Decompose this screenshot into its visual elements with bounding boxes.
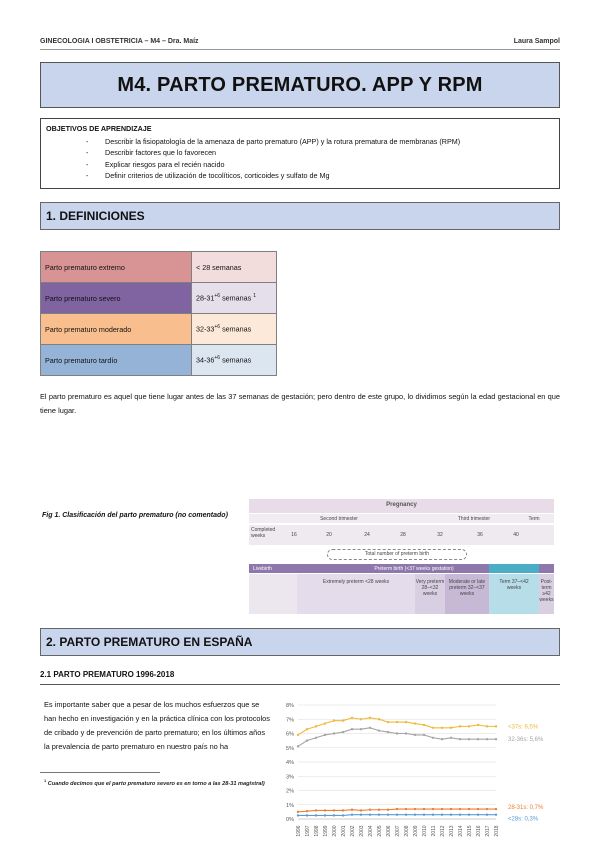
chart-point <box>351 809 353 811</box>
chart-point <box>378 718 380 720</box>
fig-term: Term <box>528 516 540 522</box>
table-row <box>41 252 277 283</box>
chart-y-tick-label: 3% <box>286 774 294 781</box>
fig-total-preterm: Total number of preterm birth <box>364 551 430 557</box>
section-spain-title: 2. PARTO PREMATURO EN ESPAÑA <box>46 635 253 649</box>
chart-point <box>333 814 335 816</box>
chart-x-tick-label: 2017 <box>485 825 491 837</box>
chart-point <box>306 728 308 730</box>
objectives-heading: OBJETIVOS DE APRENDIZAJE <box>46 124 152 133</box>
header-author: Laura Sampol <box>513 38 560 45</box>
chart-point <box>414 808 416 810</box>
chart-point <box>378 809 380 811</box>
subsection-divider <box>40 684 560 685</box>
chart-x-tick-label: 2014 <box>458 825 464 837</box>
objective-item: - Explicar riesgos para el recién nacido <box>86 159 554 170</box>
chart-point <box>477 724 479 726</box>
objectives-box <box>40 118 560 189</box>
chart-x-tick-label: 1997 <box>305 825 311 837</box>
chart-point <box>342 809 344 811</box>
chart-point <box>315 737 317 739</box>
fig-term-cell: Term 37–<42 weeks <box>499 579 529 591</box>
chart-series-label: <28s: 0,3% <box>508 816 539 823</box>
definition-value: $34-36^{+6}$ semanas <box>192 345 277 376</box>
chart-series-label: 32-36s: 5,6% <box>508 737 544 744</box>
chart-point <box>342 814 344 816</box>
chart-point <box>432 737 434 739</box>
fig-week: 16 <box>291 532 297 538</box>
chart-point <box>333 719 335 721</box>
chart-x-tick-label: 1996 <box>296 825 302 837</box>
chart-point <box>468 738 470 740</box>
chart-point <box>486 814 488 816</box>
objective-item: - Describir la fisiopatología de la amenaza de parto prematuro (APP) y la rotura prematura de membranas (RPM) <box>86 136 554 147</box>
chart-point <box>486 738 488 740</box>
chart-point <box>423 814 425 816</box>
chart-point <box>351 728 353 730</box>
footnote-ref: 1 <box>253 293 257 300</box>
chart-series-label: 28-31s: 0,7% <box>508 805 544 812</box>
footnote-text: Cuando decimos que el parto prematuro severo es en torno a las 28-31 magistral) <box>47 780 265 787</box>
chart-point <box>351 717 353 719</box>
definition-label: Parto prematuro severo <box>41 283 192 314</box>
chart-point <box>306 739 308 741</box>
chart-y-tick-label: 7% <box>286 717 294 724</box>
definition-value: $32-33^{+6}$ semanas <box>192 314 277 345</box>
header-divider <box>40 49 560 50</box>
table-row <box>41 314 277 345</box>
chart-point <box>468 725 470 727</box>
chart-point <box>315 814 317 816</box>
chart-point <box>432 727 434 729</box>
chart-x-tick-label: 2013 <box>449 825 455 837</box>
chart-point <box>477 808 479 810</box>
chart-point <box>432 814 434 816</box>
definitions-table <box>40 251 277 376</box>
chart-x-tick-label: 2004 <box>368 825 374 837</box>
chart-point <box>423 734 425 736</box>
fig-week: 20 <box>326 532 332 538</box>
fig-post-term: Post-term ≥42 weeks <box>539 579 554 603</box>
chart-point <box>387 721 389 723</box>
chart-point <box>297 811 299 813</box>
fig-very-preterm: Very preterm 28–<32 weeks <box>415 579 445 597</box>
chart-y-tick-label: 4% <box>286 760 294 766</box>
chart-y-tick-label: 2% <box>286 788 294 795</box>
chart-point <box>405 721 407 723</box>
objectives-list <box>46 136 554 182</box>
chart-point <box>360 728 362 730</box>
objective-item: - Describir factores que lo favorecen <box>86 147 554 158</box>
fig-extremely-preterm: Extremely preterm <28 weeks <box>322 579 390 585</box>
chart-point <box>414 814 416 816</box>
chart-point <box>495 738 497 740</box>
chart-point <box>315 725 317 727</box>
chart-point <box>441 814 443 816</box>
chart-x-tick-label: 2005 <box>377 825 383 837</box>
chart-point <box>297 745 299 747</box>
chart-point <box>369 809 371 811</box>
chart-point <box>297 814 299 816</box>
fig-week: 32 <box>437 532 443 538</box>
spain-paragraph: Es importante saber que a pesar de los muchos esfuerzos que se han hecho en investigación y en la práctica clínica con los protocolos de cribado y de prevención de parto prematuro; en los últimos años la prevalencia de parto prematuro en nuestro país no ha <box>44 700 270 752</box>
fig-week: 36 <box>477 532 483 538</box>
chart-point <box>495 808 497 810</box>
chart-point <box>414 722 416 724</box>
table-row <box>41 283 277 314</box>
chart-y-tick-label: 6% <box>286 731 294 738</box>
chart-point <box>342 719 344 721</box>
chart-y-tick-label: 5% <box>286 745 294 752</box>
chart-point <box>360 718 362 720</box>
fig-preterm-birth: Preterm birth (<37 weeks gestation) <box>374 566 454 572</box>
chart-point <box>396 721 398 723</box>
chart-point <box>468 814 470 816</box>
chart-point <box>405 814 407 816</box>
chart-point <box>477 738 479 740</box>
chart-point <box>324 809 326 811</box>
figure-caption: Fig 1. Clasificación del parto prematuro (no comentado) <box>42 512 228 519</box>
objective-item: - Definir criterios de utilización de tocolíticos, corticoides y sulfato de Mg <box>86 170 554 181</box>
chart-x-tick-label: 2016 <box>476 825 482 837</box>
chart-point <box>459 808 461 810</box>
definition-paragraph: El parto prematuro es aquel que tiene lugar antes de las 37 semanas de gestación; pero dentro de este grupo, lo dividimos según la edad gestacional en que tiene lugar. <box>40 392 560 415</box>
chart-x-tick-label: 2012 <box>440 825 446 837</box>
chart-point <box>468 808 470 810</box>
definition-label: Parto prematuro extremo <box>41 252 192 283</box>
chart-point <box>369 814 371 816</box>
chart-point <box>297 734 299 736</box>
chart-point <box>360 809 362 811</box>
chart-point <box>486 808 488 810</box>
chart-point <box>333 809 335 811</box>
chart-x-tick-label: 2000 <box>332 825 338 837</box>
chart-point <box>441 727 443 729</box>
chart-point <box>351 814 353 816</box>
fig-completed-weeks: Completed weeks <box>251 527 276 539</box>
chart-point <box>423 724 425 726</box>
header-course: GINECOLOGIA I OBSTETRICIA – M4 – Dra. Maíz <box>40 38 199 45</box>
chart-point <box>405 808 407 810</box>
chart-point <box>450 737 452 739</box>
chart-y-tick-label: 1% <box>286 802 294 809</box>
chart-point <box>378 729 380 731</box>
chart-series-line-32-36s <box>298 728 496 747</box>
chart-y-tick-label: 8% <box>286 703 294 709</box>
fig-moderate-late-preterm: Moderate or late preterm 32–<37 weeks <box>448 579 486 597</box>
chart-point <box>486 725 488 727</box>
chart-point <box>306 814 308 816</box>
chart-point <box>459 725 461 727</box>
table-row <box>41 345 277 376</box>
chart-y-tick-label: 0% <box>286 817 294 823</box>
chart-x-tick-label: 1998 <box>314 825 320 837</box>
chart-point <box>459 814 461 816</box>
title-box <box>40 62 560 108</box>
chart-point <box>396 808 398 810</box>
chart-point <box>324 734 326 736</box>
page-title: M4. PARTO PREMATURO. APP Y RPM <box>117 73 483 96</box>
chart-point <box>315 809 317 811</box>
fig-week: 28 <box>400 532 406 538</box>
chart-x-tick-label: 2008 <box>404 825 410 837</box>
fig-week: 40 <box>513 532 519 538</box>
chart-point <box>387 814 389 816</box>
definition-label: Parto prematuro tardío <box>41 345 192 376</box>
chart-point <box>378 814 380 816</box>
fig-week: 24 <box>364 532 370 538</box>
chart-x-tick-label: 2010 <box>422 825 428 837</box>
chart-point <box>450 727 452 729</box>
chart-point <box>432 808 434 810</box>
preterm-birth-chart <box>278 695 560 848</box>
chart-point <box>396 732 398 734</box>
definition-value: $28-31^{+6}$ semanas $^1$ <box>192 283 277 314</box>
chart-x-tick-label: 2007 <box>395 825 401 837</box>
footnote: $^1$ Cuando decimos que el parto prematuro severo es en torno a las 28-31 magistral) <box>44 778 265 787</box>
chart-point <box>450 808 452 810</box>
chart-point <box>495 814 497 816</box>
definition-label: Parto prematuro moderado <box>41 314 192 345</box>
chart-point <box>414 734 416 736</box>
chart-point <box>441 808 443 810</box>
chart-point <box>477 814 479 816</box>
chart-series-label: <37s: 6,5% <box>508 724 539 731</box>
section-definitions-title: 1. DEFINICIONES <box>46 209 145 223</box>
chart-x-tick-label: 2003 <box>359 825 365 837</box>
chart-point <box>441 738 443 740</box>
pregnancy-classification-figure <box>249 499 554 614</box>
chart-point <box>306 810 308 812</box>
chart-point <box>396 814 398 816</box>
chart-point <box>342 731 344 733</box>
fig-third-trimester: Third trimester <box>457 516 491 522</box>
chart-point <box>369 727 371 729</box>
chart-point <box>324 814 326 816</box>
chart-point <box>495 725 497 727</box>
chart-point <box>405 732 407 734</box>
chart-x-tick-label: 2002 <box>350 825 356 837</box>
fig-pregnancy: Pregnancy <box>386 502 417 508</box>
section-spain-header <box>40 628 560 656</box>
subsection-title: 2.1 PARTO PREMATURO 1996-2018 <box>40 670 175 679</box>
chart-point <box>459 738 461 740</box>
chart-point <box>387 731 389 733</box>
chart-point <box>423 808 425 810</box>
fig-livebirth: Livebirth <box>253 566 272 572</box>
chart-x-tick-label: 2001 <box>341 825 347 837</box>
definition-value: < 28 semanas <box>192 252 277 283</box>
chart-x-tick-label: 2011 <box>431 825 437 837</box>
chart-point <box>450 814 452 816</box>
fig-second-trimester: Second trimester <box>320 516 358 522</box>
chart-point <box>360 814 362 816</box>
chart-point <box>369 717 371 719</box>
chart-point <box>333 732 335 734</box>
chart-x-tick-label: 2018 <box>494 825 500 837</box>
chart-x-tick-label: 2006 <box>386 825 392 837</box>
footnote-divider <box>40 772 160 773</box>
section-definitions-header <box>40 202 560 230</box>
chart-x-tick-label: 1999 <box>323 825 329 837</box>
chart-point <box>387 809 389 811</box>
chart-x-tick-label: 2009 <box>413 825 419 837</box>
chart-x-tick-label: 2015 <box>467 825 473 837</box>
chart-point <box>324 722 326 724</box>
